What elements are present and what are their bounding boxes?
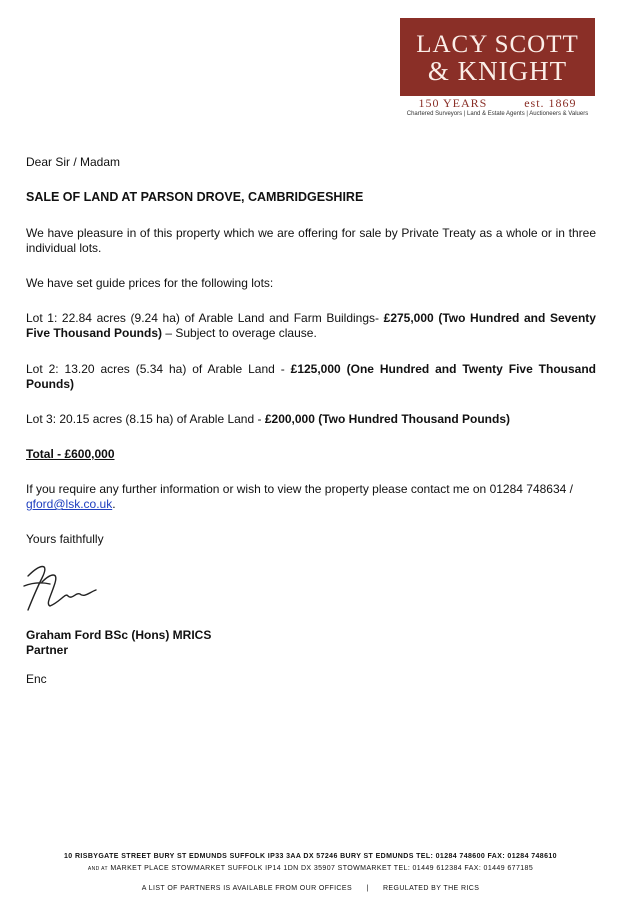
contact-text: If you require any further information or wish to view the property please contact me on 01284 748634 / bbox=[26, 482, 573, 496]
logo-established: est. 1869 bbox=[524, 96, 577, 110]
contact-email-link[interactable]: gford@lsk.co.uk bbox=[26, 497, 113, 511]
lot-3-price: £200,000 (Two Hundred Thousand Pounds) bbox=[264, 412, 510, 426]
lot-3-description: Lot 3: 20.15 acres (8.15 ha) of Arable Land - bbox=[26, 412, 262, 426]
logo-tagline: Chartered Surveyors | Land & Estate Agents | Auctioneers & Valuers bbox=[406, 111, 589, 117]
lot-1-note: – Subject to overage clause. bbox=[165, 326, 317, 340]
lot-1-price: £275,000 (Two Hundred and Seventy Five Thousand Pounds) bbox=[26, 311, 596, 340]
guide-prices-intro: We have set guide prices for the following lots: bbox=[26, 276, 274, 290]
footer-regulatory bbox=[0, 884, 621, 894]
signer-title: Partner bbox=[26, 643, 69, 657]
signer-name: Graham Ford BSc (Hons) MRICS bbox=[26, 628, 212, 642]
salutation: Dear Sir / Madam bbox=[26, 155, 121, 169]
logo-name-line1: LACY SCOTT bbox=[416, 31, 579, 58]
lot-2-description: Lot 2: 13.20 acres (5.34 ha) of Arable Land - bbox=[26, 362, 285, 376]
footer-stowmarket-address: MARKET PLACE STOWMARKET SUFFOLK IP14 1DN DX 35907 STOWMARKET TEL: 01449 612384 FAX: 01449 677185 bbox=[110, 865, 534, 872]
contact-end: . bbox=[112, 497, 116, 511]
total-price: Total - £600,000 bbox=[26, 447, 115, 461]
footer-partners-note: A LIST OF PARTNERS IS AVAILABLE FROM OUR OFFICES bbox=[141, 885, 353, 892]
logo-name-line2: & KNIGHT bbox=[427, 56, 568, 86]
footer-regulated-note: REGULATED BY THE RICS bbox=[382, 885, 480, 892]
closing: Yours faithfully bbox=[26, 532, 104, 546]
signature-image bbox=[20, 556, 100, 614]
letter-subject: SALE OF LAND AT PARSON DROVE, CAMBRIDGESHIRE bbox=[26, 190, 364, 204]
lot-3-paragraph bbox=[26, 412, 596, 427]
lot-2-price: £125,000 (One Hundred and Twenty Five Thousand Pounds) bbox=[26, 362, 596, 391]
footer-address-main: 10 RISBYGATE STREET BURY ST EDMUNDS SUFFOLK IP33 3AA DX 57246 BURY ST EDMUNDS TEL: 01284 748600 FAX: 01284 748610 bbox=[64, 853, 557, 860]
enclosure-note: Enc bbox=[26, 672, 47, 686]
footer-and-at: AND AT bbox=[87, 866, 108, 872]
logo-red-block bbox=[400, 18, 595, 96]
intro-paragraph: We have pleasure in of this property which we are offering for sale by Private Treaty as a whole or in three individual lots. bbox=[26, 226, 596, 255]
company-logo bbox=[400, 18, 595, 122]
contact-paragraph bbox=[26, 482, 596, 512]
lot-2-paragraph bbox=[26, 362, 596, 392]
footer-divider: | bbox=[366, 885, 369, 892]
lot-1-description: Lot 1: 22.84 acres (9.24 ha) of Arable Land and Farm Buildings- bbox=[26, 311, 380, 325]
logo-years-row bbox=[400, 96, 595, 110]
logo-years: 150 YEARS bbox=[418, 96, 488, 110]
footer-address-secondary bbox=[0, 864, 621, 874]
lot-1-paragraph bbox=[26, 311, 596, 341]
